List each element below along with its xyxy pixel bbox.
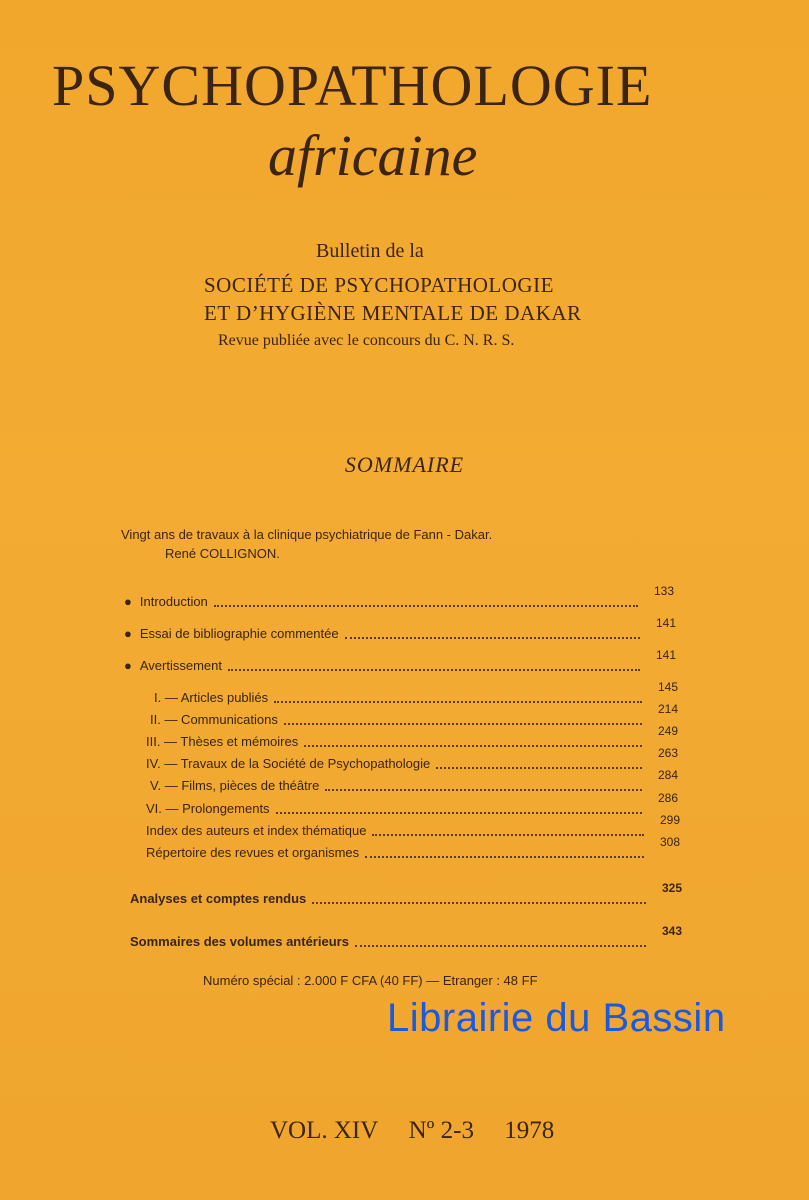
- toc-page: 214: [657, 702, 678, 716]
- toc-row: [146, 746, 678, 771]
- toc-page: 284: [657, 768, 678, 782]
- leader-dots: [345, 637, 640, 639]
- toc-page: 263: [657, 746, 678, 760]
- toc-label: I. — Articles publiés: [154, 690, 269, 705]
- toc-page: 141: [655, 616, 676, 630]
- bulletin-line-2: SOCIÉTÉ DE PSYCHOPATHOLOGIE: [204, 273, 554, 297]
- toc-row: [124, 584, 674, 609]
- volume-number: VOL. XIV: [270, 1117, 379, 1144]
- toc-row: [146, 791, 678, 816]
- toc-label: IV. — Travaux de la Société de Psychopathologie: [146, 756, 431, 771]
- bullet-icon: ●: [124, 594, 132, 609]
- toc-label: Avertissement: [139, 658, 222, 673]
- leader-dots: [276, 812, 642, 814]
- toc-page: 249: [657, 724, 678, 738]
- toc-label: VI. — Prolongements: [146, 801, 270, 816]
- toc-row: [146, 724, 678, 749]
- toc-label: Index des auteurs et index thématique: [146, 823, 367, 838]
- journal-title: PSYCHOPATHOLOGIE: [52, 53, 653, 118]
- toc-row: [150, 702, 678, 727]
- leader-dots: [284, 723, 642, 725]
- intro-author: René COLLIGNON.: [165, 546, 280, 561]
- leader-dots: [312, 902, 646, 904]
- toc-page: 141: [655, 648, 676, 662]
- toc-row: [124, 616, 676, 641]
- volume-line: [270, 1117, 578, 1145]
- issue-number: Nº 2-3: [408, 1117, 474, 1144]
- leader-dots: [304, 745, 642, 747]
- toc-label: Sommaires des volumes antérieurs: [130, 934, 349, 949]
- toc-label: Introduction: [139, 594, 208, 609]
- toc-row: [146, 813, 680, 838]
- toc-row: [150, 768, 678, 793]
- leader-dots: [214, 605, 638, 607]
- publication-year: 1978: [504, 1117, 555, 1144]
- leader-dots: [436, 767, 642, 769]
- bulletin-line-3: ET D’HYGIÈNE MENTALE DE DAKAR: [204, 301, 582, 325]
- bullet-icon: ●: [124, 658, 132, 673]
- toc-label: Analyses et comptes rendus: [130, 891, 307, 906]
- sommaire-heading: SOMMAIRE: [344, 452, 465, 477]
- toc-label: V. — Films, pièces de théâtre: [150, 778, 320, 793]
- toc-row: [154, 680, 678, 705]
- leader-dots: [274, 701, 642, 703]
- leader-dots: [372, 834, 644, 836]
- toc-label: II. — Communications: [150, 712, 278, 727]
- price-line: Numéro spécial : 2.000 F CFA (40 FF) — Etranger : 48 FF: [203, 973, 538, 988]
- intro-title: Vingt ans de travaux à la clinique psychiatrique de Fann - Dakar.: [121, 527, 493, 542]
- bookstore-watermark: Librairie du Bassin: [387, 996, 726, 1040]
- toc-page: 286: [657, 791, 678, 805]
- leader-dots: [228, 669, 640, 671]
- leader-dots: [325, 789, 642, 791]
- bulletin-line-1: Bulletin de la: [316, 240, 424, 262]
- toc-label: III. — Thèses et mémoires: [146, 734, 299, 749]
- toc-page: 343: [661, 924, 682, 938]
- toc-row: [130, 924, 682, 949]
- toc-row: [130, 881, 682, 906]
- toc-page: 299: [659, 813, 680, 827]
- toc-row: [146, 835, 680, 860]
- toc-page: 308: [659, 835, 680, 849]
- leader-dots: [355, 945, 646, 947]
- leader-dots: [365, 856, 644, 858]
- toc-page: 145: [657, 680, 678, 694]
- toc-page: 133: [653, 584, 674, 598]
- bullet-icon: ●: [124, 626, 132, 641]
- toc-page: 325: [661, 881, 682, 895]
- toc-label: Essai de bibliographie commentée: [139, 626, 339, 641]
- toc-label: Répertoire des revues et organismes: [146, 845, 360, 860]
- journal-subtitle: africaine: [268, 123, 478, 188]
- bulletin-line-4: Revue publiée avec le concours du C. N. R. S.: [218, 332, 515, 349]
- toc-row: [124, 648, 676, 673]
